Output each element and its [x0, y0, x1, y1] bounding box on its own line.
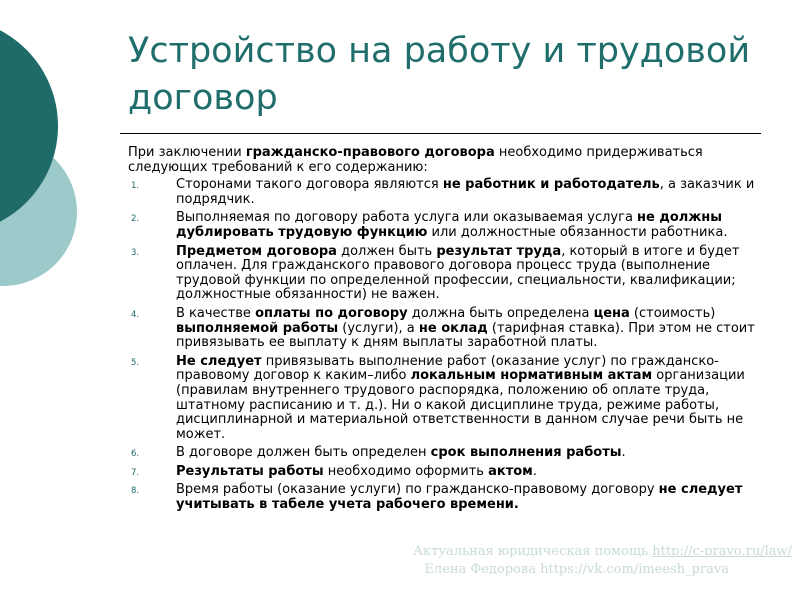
- slide-body: [128, 146, 768, 517]
- emphasis-text: Результаты работы: [176, 463, 324, 479]
- list-number: 3.: [131, 247, 140, 258]
- footer-link[interactable]: http://c-pravo.ru/law/: [652, 544, 792, 559]
- list-number: 1.: [131, 181, 140, 192]
- emphasis-text: не должны дублировать трудовую функцию: [176, 210, 722, 240]
- body-text: В качестве: [176, 305, 256, 321]
- body-text: должен быть: [336, 243, 437, 259]
- emphasis-text: срок выполнения работы: [430, 445, 622, 461]
- list-item: [128, 307, 768, 351]
- emphasis-text: не оклад: [418, 320, 488, 336]
- page-title: Устройство на работу и трудовой договор: [128, 31, 751, 118]
- list-item: [128, 178, 768, 207]
- list-number: 2.: [131, 214, 140, 225]
- body-text: (услуги), а: [338, 320, 419, 336]
- body-text: необходимо оформить: [323, 463, 489, 479]
- emphasis-text: Предметом договора: [176, 243, 337, 259]
- body-text: Время работы (оказание услуги) по гражданско-правовому договору: [176, 482, 659, 498]
- list-number: 5.: [131, 357, 140, 368]
- body-text: привязывать выполнение работ (оказание услуг) по гражданско-правовому договор к каким–либо: [176, 353, 719, 384]
- list-item: [128, 483, 768, 512]
- list-item: [128, 446, 768, 461]
- list-item: [128, 245, 768, 303]
- body-text: , а заказчик и подрядчик.: [176, 177, 755, 207]
- emphasis-text: актом: [488, 463, 533, 479]
- emphasis-text: оплаты по договору: [255, 305, 408, 321]
- body-text: В договоре должен быть определен: [176, 445, 431, 461]
- requirements-list: [128, 178, 768, 512]
- emphasis-text: цена: [593, 305, 630, 321]
- list-item: [128, 355, 768, 443]
- emphasis-text: выполняемой работы: [176, 320, 339, 336]
- body-text: Выполняемая по договору работа услуга или оказываемая услуга: [176, 210, 638, 226]
- emphasis-text: не следует учитывать в табеле учета рабочего времени.: [176, 482, 743, 513]
- footer-credits: [372, 543, 792, 579]
- body-text: (тарифная ставка). При этом не стоит привязывать ее выплату к дням выплаты заработной платы.: [176, 320, 755, 351]
- emphasis-text: не работник и работодатель: [442, 177, 660, 193]
- emphasis-text: Не следует: [176, 353, 262, 369]
- emphasis-text: локальным нормативным актам: [410, 368, 653, 384]
- body-text: .: [532, 463, 537, 479]
- title-divider: [120, 133, 761, 134]
- decorative-circles: [0, 0, 90, 320]
- body-text: организации (правилам внутреннего трудового распорядка, положению об оплате труда, штатному расписанию и т. д.). Ни о какой дисциплине труда, режиме работы, дисциплинарной и материальной ответственности в данном случае речи быть не может.: [176, 368, 745, 442]
- list-number: 8.: [131, 486, 140, 497]
- body-text: (стоимость): [629, 305, 716, 321]
- list-item: [128, 465, 768, 480]
- list-item: [128, 211, 768, 240]
- emphasis-text: гражданско-правового договора: [245, 145, 495, 160]
- footer-line-2: Елена Федорова https://vk.com/imeesh_prava: [424, 562, 729, 577]
- emphasis-text: результат труда: [436, 243, 562, 259]
- footer-prefix: Актуальная юридическая помощь: [413, 544, 653, 559]
- body-text: необходимо придерживаться следующих требований к его содержанию:: [128, 145, 703, 175]
- intro-paragraph: [128, 146, 768, 175]
- list-number: 6.: [131, 449, 140, 460]
- body-text: должна быть определена: [407, 305, 594, 321]
- body-text: При заключении: [128, 145, 246, 160]
- list-number: 4.: [131, 309, 140, 320]
- footer-line-1: [372, 543, 792, 561]
- body-text: .: [621, 445, 626, 461]
- body-text: , который в итоге и будет оплачен. Для гражданского правового договора процесс труда (выполнение трудовой функции по определенной профессии, специальности, квалификации; должностные обязанности) не важен.: [176, 243, 740, 303]
- body-text: или должностные обязанности работника.: [427, 224, 728, 240]
- body-text: Сторонами такого договора являются: [176, 177, 443, 193]
- list-number: 7.: [131, 467, 140, 478]
